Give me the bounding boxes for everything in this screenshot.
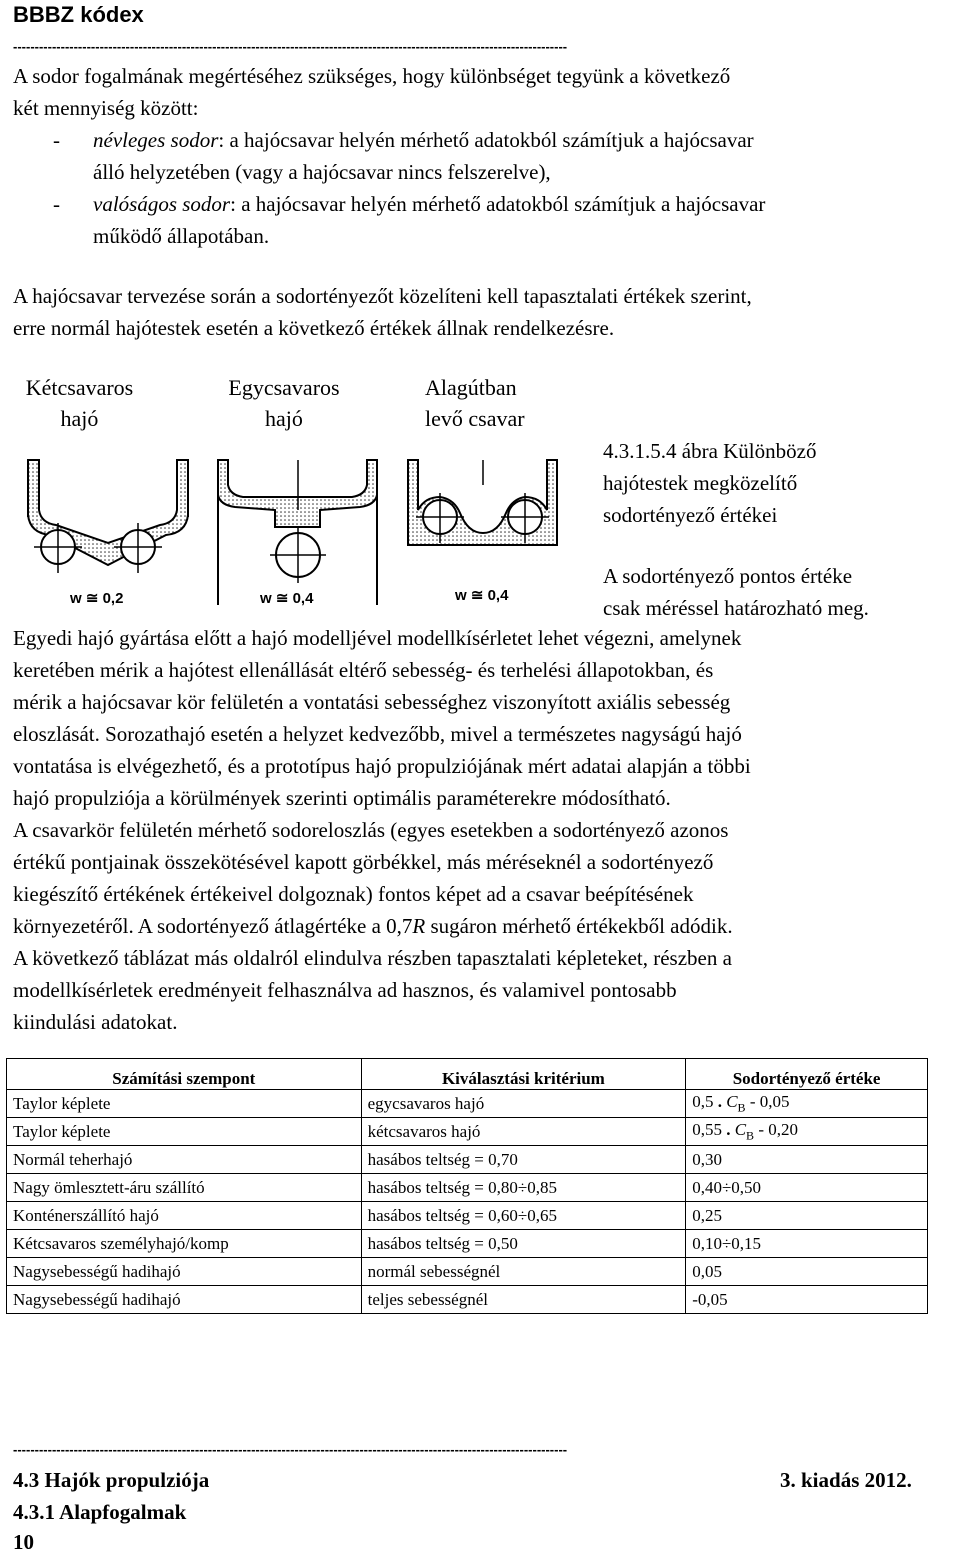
header-separator: --------------------------------------------------------------------------------------------------------------------------------: [13, 40, 568, 54]
page-number: 10: [13, 1530, 34, 1554]
table-cell: Taylor képlete: [7, 1118, 362, 1146]
bullet-nominal-wake: [93, 124, 754, 156]
average-wake-text: környezetéről. A sodortényező átlagértéke a 0,7: [13, 914, 413, 938]
hull-sections-figure: [20, 455, 590, 615]
body-line: kiindulási adatokat.: [13, 1010, 178, 1034]
table-cell: 0,25: [686, 1202, 928, 1230]
label-single-screw-line1: Egycsavaros: [228, 375, 340, 400]
footer-chapter: 4.3 Hajók propulziója: [13, 1468, 210, 1492]
table-cell: normál sebességnél: [361, 1258, 686, 1286]
table-cell: egycsavaros hajó: [361, 1090, 686, 1118]
table-cell: Kétcsavaros személyhajó/komp: [7, 1230, 362, 1258]
bullet-effective-text: : a hajócsavar helyén mérhető adatokból számítjuk a hajócsavar: [230, 192, 766, 216]
term-nominal-wake: névleges sodor: [93, 128, 219, 152]
formula-base: 0,55: [692, 1119, 722, 1139]
table-cell: 0,30: [686, 1146, 928, 1174]
body-line: kiegészítő értékének értékeivel dolgoznak) fontos képet ad a csavar beépítésének: [13, 882, 694, 906]
table-header-row: [7, 1059, 928, 1090]
body-line: A következő táblázat más oldalról elindulva részben tapasztalati képleteket, részben a: [13, 946, 732, 970]
label-twin-screw-line1: Kétcsavaros: [25, 375, 134, 400]
design-line-1: A hajócsavar tervezése során a sodortényezőt közelíteni kell tapasztalati értékek szerint,: [13, 284, 752, 308]
formula-offset: 0,20: [768, 1119, 798, 1139]
table-cell: teljes sebességnél: [361, 1286, 686, 1314]
formula-dot: .: [721, 1119, 735, 1139]
bullet-effective-wake: [93, 188, 765, 220]
table-cell: hasábos teltség = 0,60÷0,65: [361, 1202, 686, 1230]
body-line: Egyedi hajó gyártása előtt a hajó modelljével modellkísérletet lehet végezni, amelynek: [13, 626, 742, 650]
body-line: értékű pontjainak összekötésével kapott görbékkel, más méréseknél a sodortényező: [13, 850, 714, 874]
table-cell: Konténerszállító hajó: [7, 1202, 362, 1230]
label-single-screw: [214, 372, 354, 434]
table-cell: Nagysebességű hadihajó: [7, 1258, 362, 1286]
body-line: hajó propulziója a körülmények szerinti optimális paraméterekre módosítható.: [13, 786, 671, 810]
footer-section: 4.3.1 Alapfogalmak: [13, 1500, 187, 1524]
bullet-effective-line2: működő állapotában.: [93, 224, 270, 248]
tunnel-hull-diagram: [408, 460, 557, 604]
table-row: [7, 1146, 928, 1174]
label-single-screw-line2: hajó: [265, 406, 303, 431]
table-cell: Taylor képlete: [7, 1090, 362, 1118]
average-wake-text-end: sugáron mérhető értékekből adódik.: [425, 914, 733, 938]
radius-symbol: R: [412, 914, 426, 938]
formula-minus: -: [745, 1091, 760, 1111]
wake-value-single: w ≅ 0,4: [260, 590, 314, 607]
table-row: [7, 1174, 928, 1202]
formula-dot: .: [713, 1091, 727, 1111]
label-twin-screw-line2: hajó: [60, 406, 99, 431]
figure-caption-line1: 4.3.1.5.4 ábra Különböző: [603, 439, 817, 463]
formula-c: C: [726, 1091, 738, 1111]
wake-fraction-table: [6, 1058, 928, 1314]
formula-b: B: [746, 1128, 755, 1143]
table-cell: hasábos teltség = 0,80÷0,85: [361, 1174, 686, 1202]
term-effective-wake: valóságos sodor: [93, 192, 231, 216]
table-row: [7, 1118, 928, 1146]
table-cell: 0,10÷0,15: [686, 1230, 928, 1258]
figure-note-line2: csak méréssel határozható meg.: [603, 596, 869, 620]
table-cell: Nagysebességű hadihajó: [7, 1286, 362, 1314]
table-cell-formula: [686, 1118, 928, 1146]
body-line: modellkísérletek eredményeit felhasználva ad hasznos, és valamivel pontosabb: [13, 978, 677, 1002]
table-cell: 0,05: [686, 1258, 928, 1286]
document-header-title: BBBZ kódex: [13, 2, 144, 27]
table-row: [7, 1286, 928, 1314]
table-cell: Nagy ömlesztett-áru szállító: [7, 1174, 362, 1202]
bullet-dash: -: [53, 128, 60, 152]
table-cell: kétcsavaros hajó: [361, 1118, 686, 1146]
figure-caption-line2: hajótestek megközelítő: [603, 471, 798, 495]
body-line: mérik a hajócsavar kör felületén a vontatási sebességhez viszonyított axiális sebesség: [13, 690, 731, 714]
table-header-cell: Kiválasztási kritérium: [361, 1059, 686, 1090]
table-row: [7, 1202, 928, 1230]
label-twin-screw: [12, 372, 147, 434]
single-screw-hull-diagram: [218, 460, 377, 607]
bullet-nominal-text: : a hajócsavar helyén mérhető adatokból számítjuk a hajócsavar: [218, 128, 754, 152]
body-line: vontatása is elvégezhető, és a prototípus hajó propulziójának mért adatai alapján a többi: [13, 754, 751, 778]
table-cell: hasábos teltség = 0,70: [361, 1146, 686, 1174]
table-row: [7, 1090, 928, 1118]
wake-value-tunnel: w ≅ 0,4: [455, 587, 509, 604]
table-cell: -0,05: [686, 1286, 928, 1314]
footer-edition: 3. kiadás 2012.: [780, 1468, 912, 1492]
formula-base: 0,5: [692, 1091, 714, 1111]
formula-minus: -: [754, 1119, 769, 1139]
intro-line-2: két mennyiség között:: [13, 96, 199, 120]
label-tunnel-line2: levő csavar: [425, 406, 525, 431]
figure-note-line1: A sodortényező pontos értéke: [603, 564, 853, 588]
formula-c: C: [734, 1119, 747, 1139]
bullet-nominal-line2: álló helyzetében (vagy a hajócsavar nincs felszerelve),: [93, 160, 551, 184]
table-header-cell: Sodortényező értéke: [686, 1059, 928, 1090]
figure-caption-line3: sodortényező értékei: [603, 503, 778, 527]
footer-separator: --------------------------------------------------------------------------------------------------------------------------------: [13, 1443, 568, 1457]
table-cell-formula: [686, 1090, 928, 1118]
formula-offset: 0,05: [759, 1091, 790, 1111]
body-line: keretében mérik a hajótest ellenállását eltérő sebesség- és terhelési állapotokban, és: [13, 658, 714, 682]
table-cell: Normál teherhajó: [7, 1146, 362, 1174]
body-line: A csavarkör felületén mérhető sodoreloszlás (egyes esetekben a sodortényező azonos: [13, 818, 729, 842]
table-row: [7, 1230, 928, 1258]
body-line: eloszlását. Sorozathajó esetén a helyzet kedvezőbb, mivel a természetes nagyságú hajó: [13, 722, 742, 746]
table-header-cell: Számítási szempont: [7, 1059, 362, 1090]
table-cell: 0,40÷0,50: [686, 1174, 928, 1202]
figure-note: [603, 560, 869, 624]
formula-b: B: [737, 1100, 746, 1115]
wake-value-twin: w ≅ 0,2: [70, 590, 124, 607]
figure-caption: [603, 435, 816, 531]
twin-screw-hull-diagram: [28, 460, 188, 607]
body-line-average-wake: [13, 910, 733, 942]
label-tunnel: [425, 372, 555, 434]
table-cell: hasábos teltség = 0,50: [361, 1230, 686, 1258]
label-tunnel-line1: Alagútban: [425, 375, 517, 400]
design-line-2: erre normál hajótestek esetén a következő értékek állnak rendelkezésre.: [13, 316, 615, 340]
bullet-dash: -: [53, 192, 60, 216]
table-row: [7, 1258, 928, 1286]
intro-line-1: A sodor fogalmának megértéséhez szükséges, hogy különbséget tegyünk a következő: [13, 64, 731, 88]
